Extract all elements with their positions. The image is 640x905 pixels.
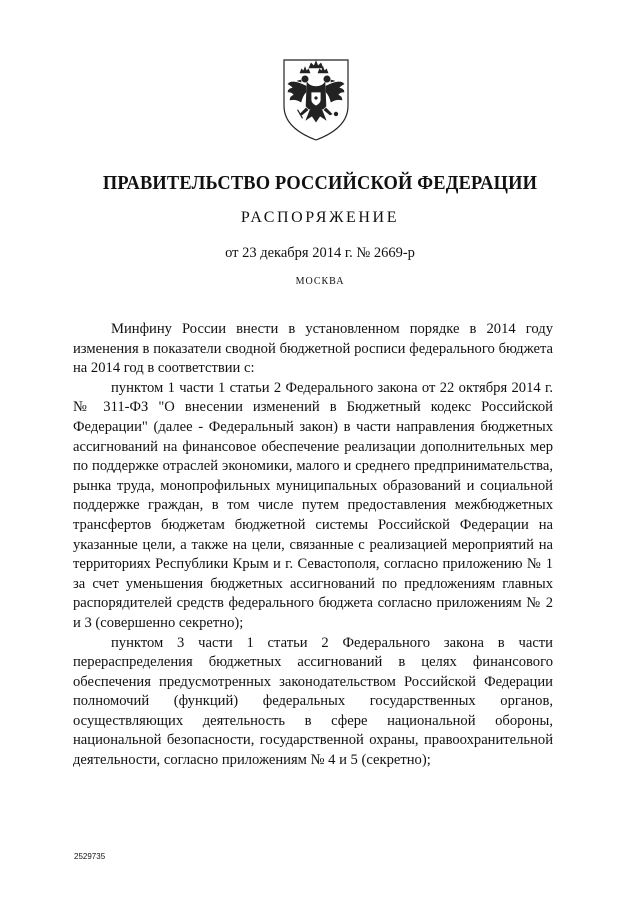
body-paragraph: пунктом 1 части 1 статьи 2 Федерального закона от 22 октября 2014 г. № 311-ФЗ "О внесении изменений в Бюджетный кодекс Российской Федерации" (далее - Федеральный закон) в части направления бюджетных ассигнований на финансовое обеспечение реализации дополнительных мер по поддержке отраслей экономики, малого и среднего предпринимательства, рынка труда, монопрофильных муниципальных образований и социальной поддержке граждан, в том числе путем предоставления межбюджетных трансфертов бюджетам бюджетной системы Российской Федерации на указанные цели, а также на цели, связанные с реализацией мероприятий на территориях Республики Крым и г. Севастополя, согласно приложению № 1 за счет уменьшения бюджетных ассигнований по предложениям главных распорядителей средств федерального бюджета согласно приложениям № 2 и 3 (совершенно секретно); xyxy=(73,379,553,631)
document-body xyxy=(73,320,553,771)
government-title: ПРАВИТЕЛЬСТВО РОССИЙСКОЙ ФЕДЕРАЦИИ xyxy=(102,172,538,194)
document-type: РАСПОРЯЖЕНИЕ xyxy=(240,209,400,226)
document-date-number: от 23 декабря 2014 г. № 2669-р xyxy=(225,245,415,261)
coat-of-arms-icon xyxy=(276,54,356,142)
body-paragraph: пунктом 3 части 1 статьи 2 Федерального закона в части перераспределения бюджетных ассигнований в целях финансового обеспечения предусмотренных законодательством Российской Федерации полномочий (функций) федеральных государственных органов, осуществляющих деятельность в сфере национальной обороны, национальной безопасности, государственной охраны, правоохранительной деятельности, согласно приложениям № 4 и 5 (секретно); xyxy=(73,634,553,769)
document-code: 2529735 xyxy=(74,852,106,861)
body-paragraph: Минфину России внести в установленном порядке в 2014 году изменения в показатели сводной бюджетной росписи федерального бюджета на 2014 год в соответствии с: xyxy=(73,321,553,377)
document-city: МОСКВА xyxy=(295,276,345,287)
